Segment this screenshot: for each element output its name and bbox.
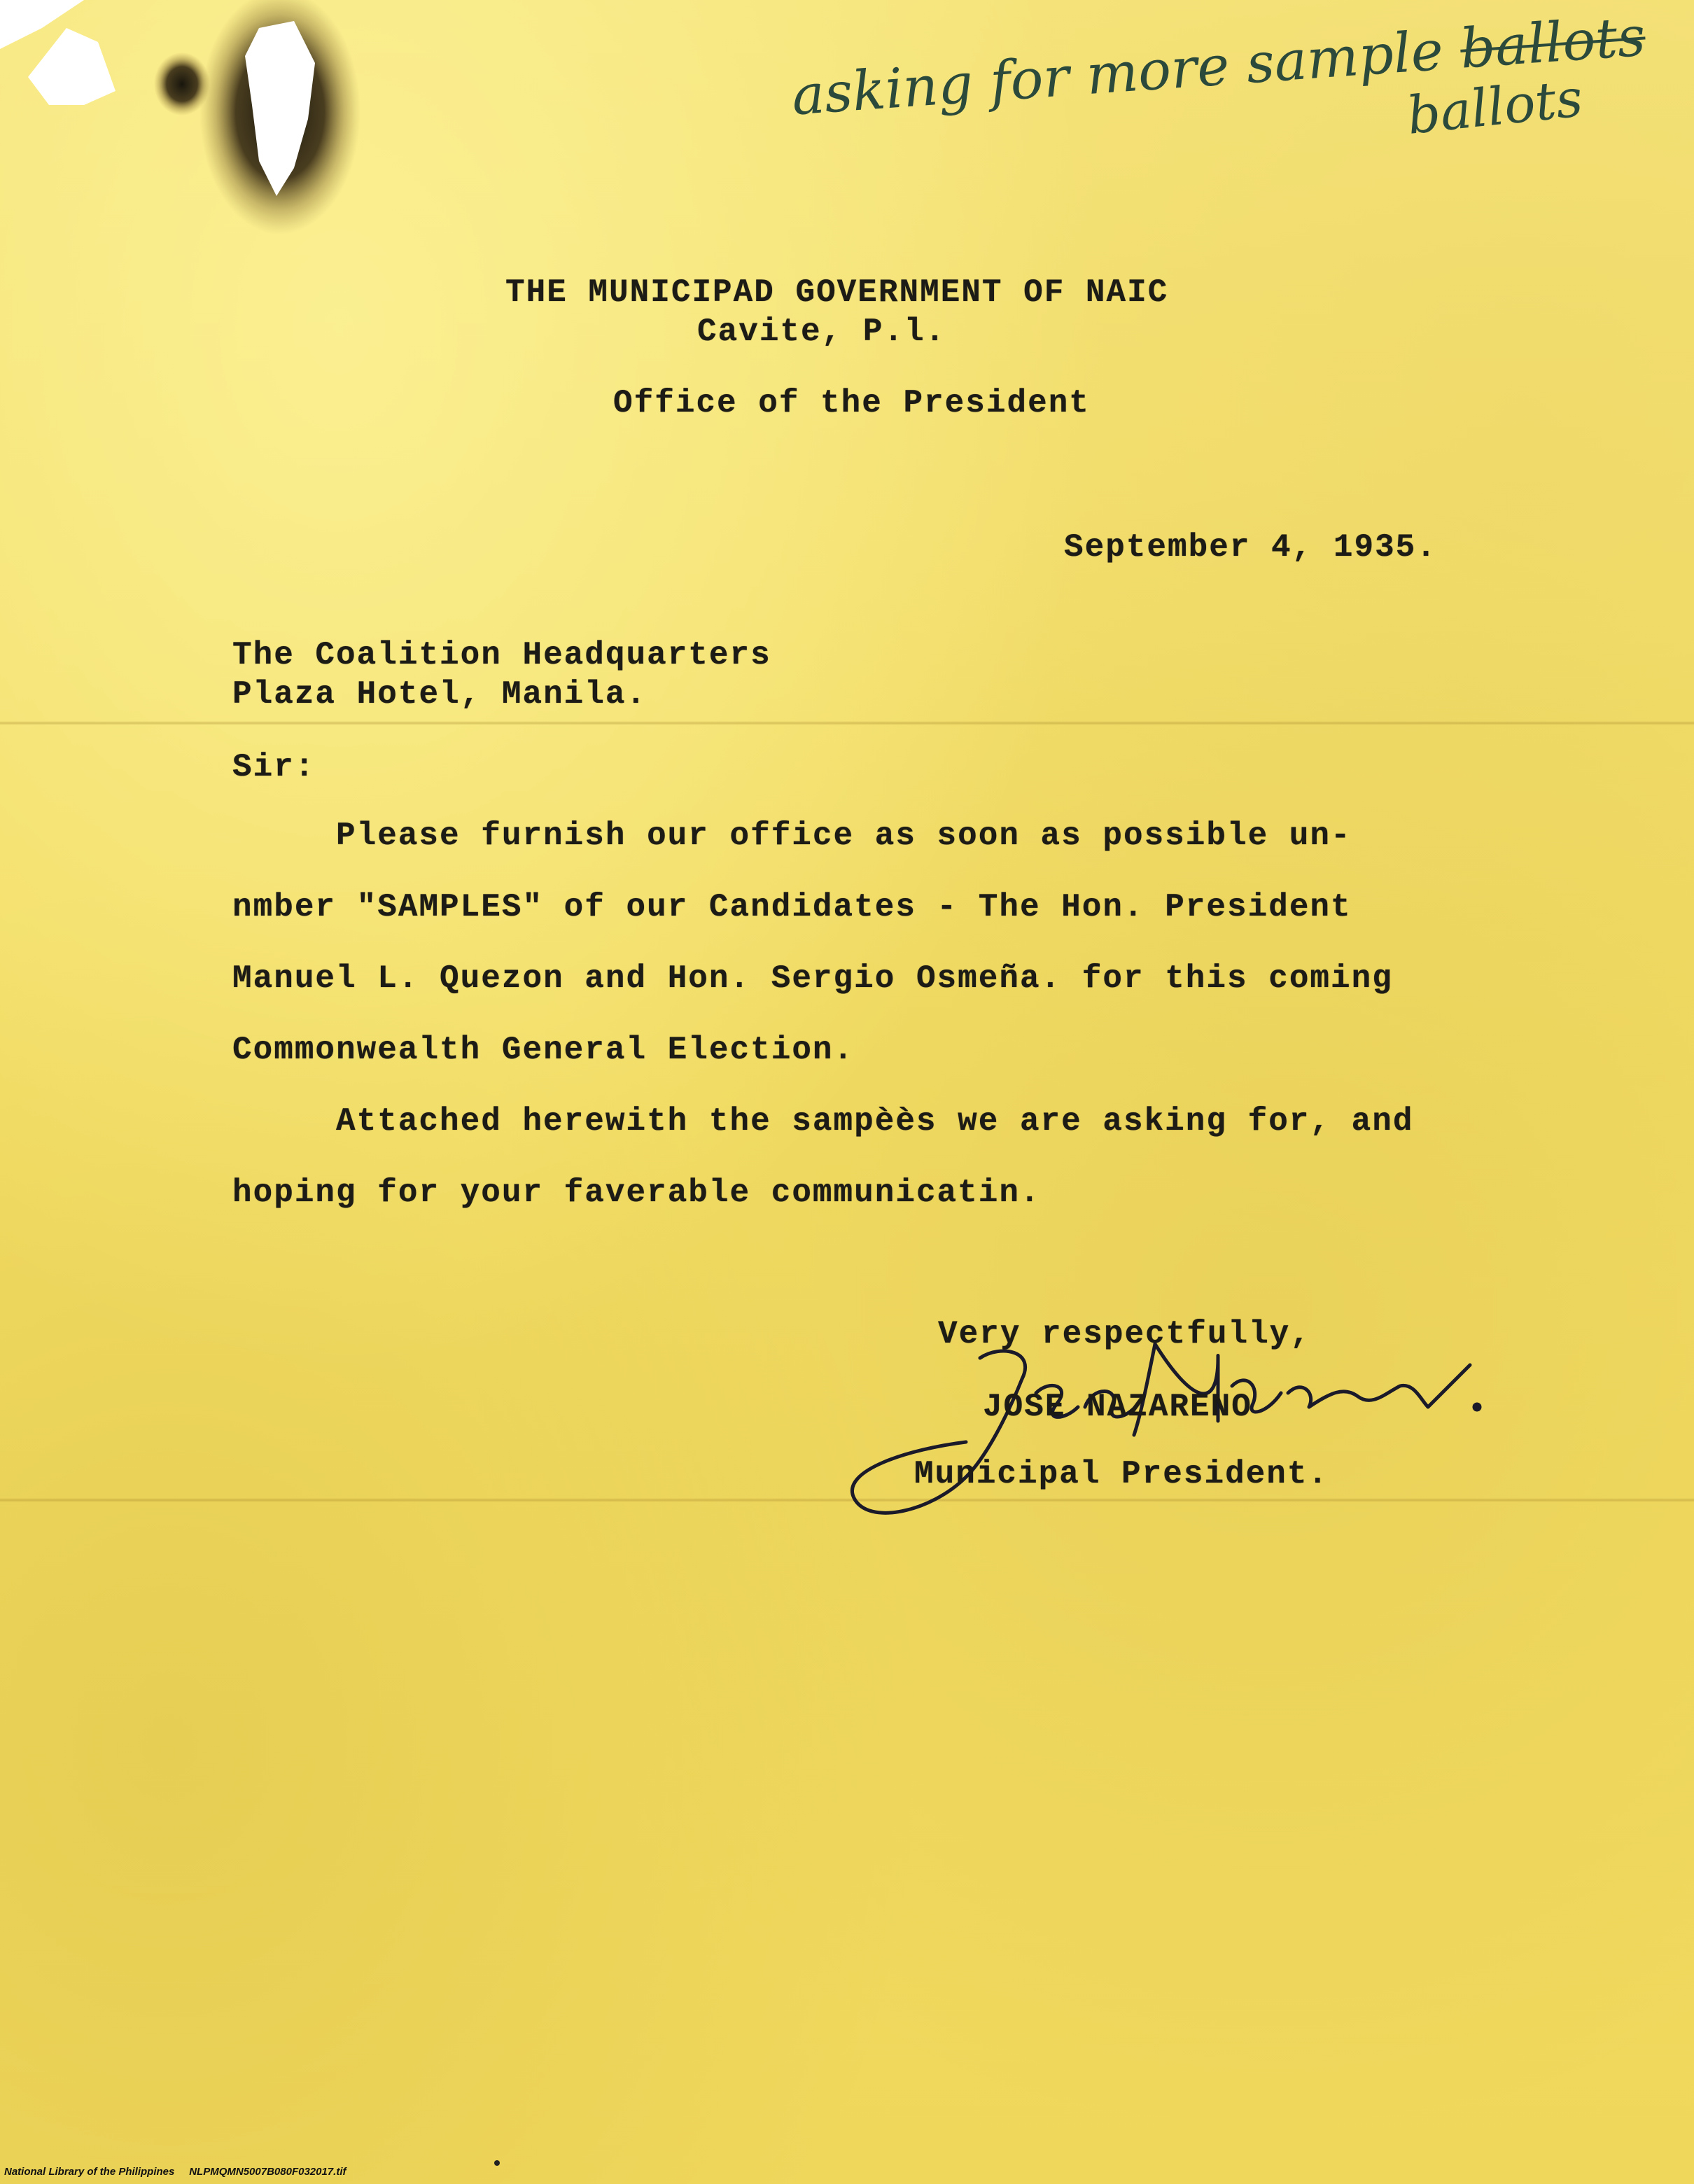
signer-name: JOSE NAZARENO	[983, 1389, 1252, 1425]
body-paragraph-1-line-2: nmber "SAMPLES" of our Candidates - The Hon. President	[232, 889, 1352, 925]
letterhead-title: THE MUNICIPAD GOVERNMENT OF NAIC	[505, 274, 1169, 311]
handwritten-correction: ballots	[1404, 68, 1586, 146]
ink-dot	[494, 2160, 500, 2166]
letterhead-office: Office of the President	[613, 385, 1090, 421]
addressee-line-1: The Coalition Headquarters	[232, 637, 771, 673]
handwritten-crossed-word: ballots	[1458, 5, 1648, 81]
paper-fold-upper	[0, 721, 1694, 725]
salutation: Sir:	[232, 749, 316, 785]
archive-footer	[4, 2166, 346, 2178]
footer-library: National Library of the Philippines	[4, 2166, 175, 2178]
handwritten-note-text: asking for more sample	[790, 19, 1446, 128]
body-paragraph-2-line-2: hoping for your faverable communicatin.	[232, 1175, 1041, 1211]
burn-hole-mark	[0, 0, 392, 252]
addressee-line-2: Plaza Hotel, Manila.	[232, 676, 648, 713]
body-paragraph-1-line-3: Manuel L. Quezon and Hon. Sergio Osmeña. for this coming	[232, 960, 1393, 997]
body-paragraph-2-line-1: Attached herewith the sampèès we are asking for, and	[336, 1103, 1414, 1140]
footer-file-id: NLPMQMN5007B080F032017.tif	[189, 2166, 346, 2178]
letterhead-location: Cavite, P.l.	[697, 314, 946, 350]
letter-date: September 4, 1935.	[1064, 529, 1437, 566]
handwritten-signature	[826, 1316, 1498, 1554]
signer-title: Municipal President.	[914, 1456, 1329, 1492]
body-paragraph-1-line-4: Commonwealth General Election.	[232, 1032, 855, 1068]
complimentary-close: Very respectfully,	[938, 1316, 1311, 1352]
body-paragraph-1-line-1: Please furnish our office as soon as possible un-	[336, 818, 1352, 854]
